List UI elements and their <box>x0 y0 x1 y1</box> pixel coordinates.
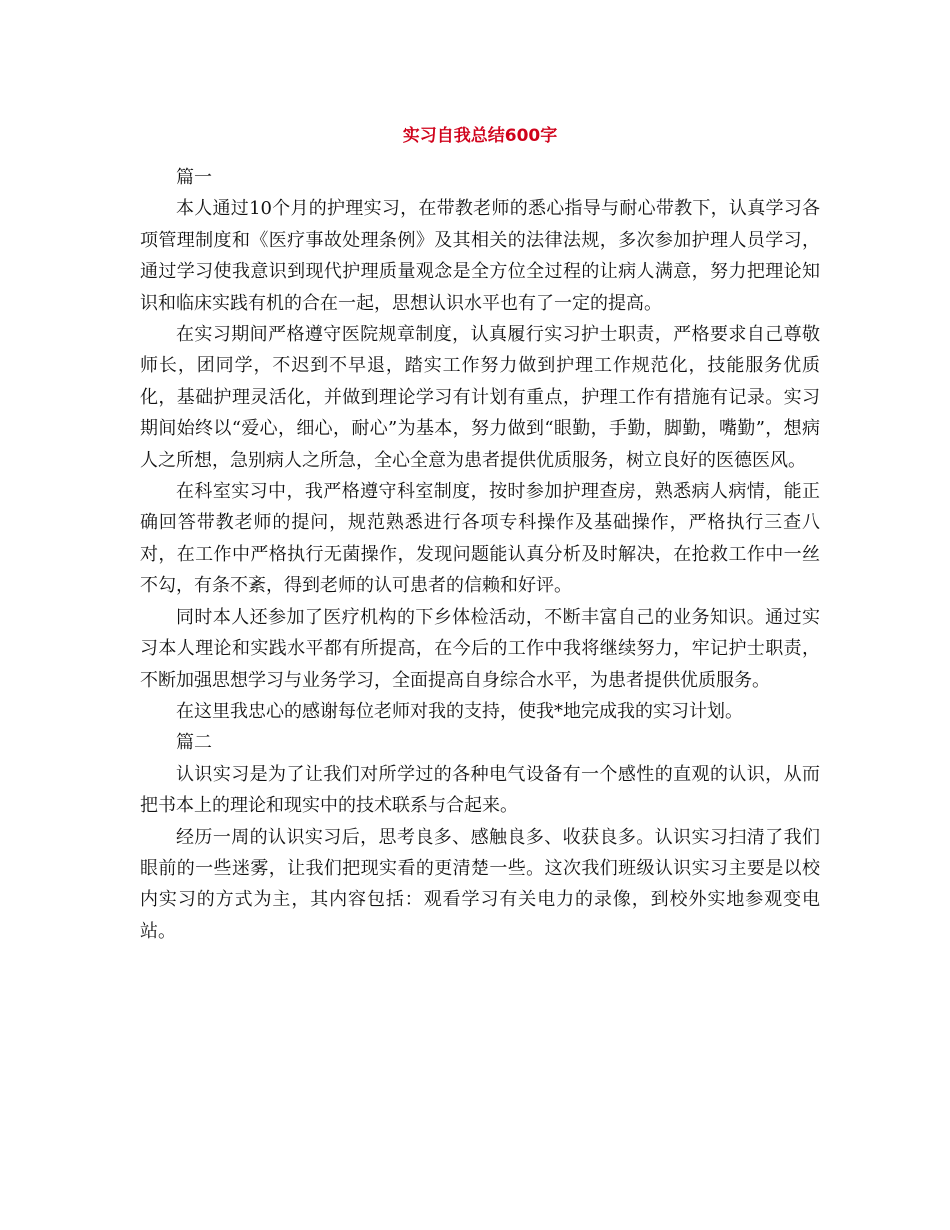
paragraph: 经历一周的认识实习后，思考良多、感触良多、收获良多。认识实习扫清了我们眼前的一些迷雾，让我们把现实看的更清楚一些。这次我们班级认识实习主要是以校内实习的方式为主，其内容包括：观看学习有关电力的录像，到校外实地参观变电站。 <box>140 826 820 942</box>
paragraph: 本人通过10个月的护理实习，在带教老师的悉心指导与耐心带教下，认真学习各项管理制度和《医疗事故处理条例》及其相关的法律法规，多次参加护理人员学习，通过学习使我意识到现代护理质量观念是全方位全过程的让病人满意，努力把理论知识和临床实践有机的合在一起，思想认识水平也有了一定的提高。 <box>140 198 820 314</box>
paragraph: 在科室实习中，我严格遵守科室制度，按时参加护理查房，熟悉病人病情，能正确回答带教老师的提问，规范熟悉进行各项专科操作及基础操作，严格执行三查八对，在工作中严格执行无菌操作，发现问题能认真分析及时解决，在抢救工作中一丝不勾，有条不紊，得到老师的认可患者的信赖和好评。 <box>140 481 820 597</box>
paragraph: 认识实习是为了让我们对所学过的各种电气设备有一个感性的直观的认识，从而把书本上的理论和现实中的技术联系与合起来。 <box>140 763 820 817</box>
section-heading-2: 篇二 <box>176 732 212 754</box>
section-heading-1: 篇一 <box>176 167 212 188</box>
paragraph: 同时本人还参加了医疗机构的下乡体检活动，不断丰富自己的业务知识。通过实习本人理论和实践水平都有所提高，在今后的工作中我将继续努力，牢记护士职责，不断加强思想学习与业务学习，全面提高自身综合水平，为患者提供优质服务。 <box>140 606 820 691</box>
paragraph: 在实习期间严格遵守医院规章制度，认真履行实习护士职责，严格要求自己尊敬师长，团同学，不迟到不早退，踏实工作努力做到护理工作规范化，技能服务优质化，基础护理灵活化，并做到理论学习有计划有重点，护理工作有措施有记录。实习期间始终以“爱心，细心，耐心”为基本，努力做到“眼勤，手勤，脚勤，嘴勤”，想病人之所想，急别病人之所急，全心全意为患者提供优质服务，树立良好的医德医风。 <box>140 324 820 471</box>
document-title: 实习自我总结600字 <box>402 126 558 146</box>
paragraph: 在这里我忠心的感谢每位老师对我的支持，使我*地完成我的实习计划。 <box>176 700 743 722</box>
document-body <box>140 162 820 947</box>
